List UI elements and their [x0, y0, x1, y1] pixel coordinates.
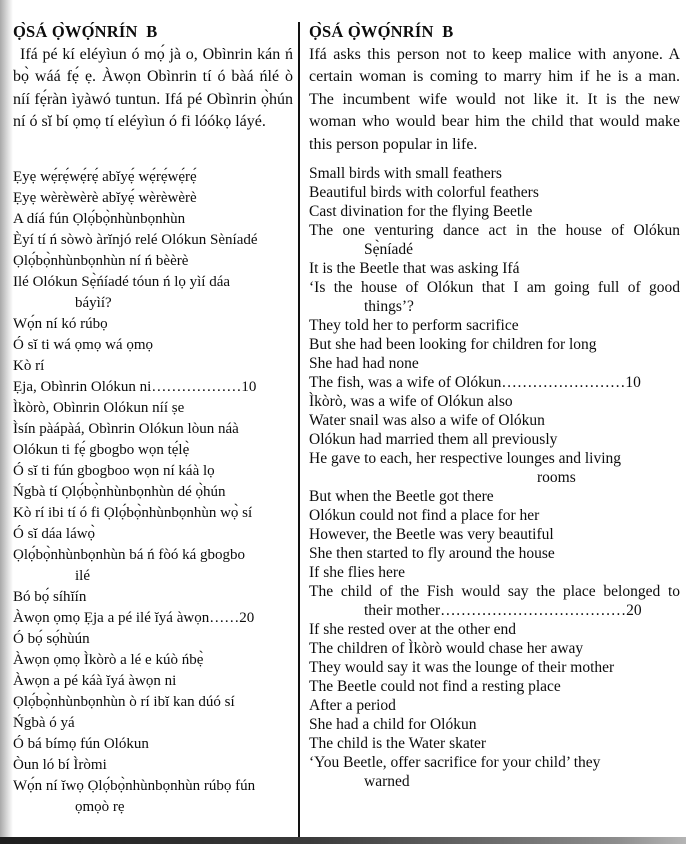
verse-line: things’?: [364, 298, 414, 316]
verse-line: The Beetle could not find a resting place: [309, 678, 561, 696]
verse-line: Cast divination for the flying Beetle: [309, 203, 533, 221]
verse-line: Ó bọ́ sọ́hùún: [13, 630, 90, 647]
verse-line: Òun ló bí Ìròmi: [13, 756, 107, 773]
verse-line: Àwọn ọmọ Ẹja a pé ilé ĭyá àwọn……20: [13, 609, 255, 626]
english-intro-paragraph: Ifá asks this person not to keep malice with anyone. A certain woman is coming to marry him if he is a man. The incumbent wife would not like it. It is the new woman who would bear him the child that would make this person popular in life.: [309, 46, 680, 153]
verse-line: The child of the Fish would say the place belonged to: [309, 583, 680, 601]
yoruba-column-header: Ọ̀SÁ Ọ̀WỌ́NRÍN B: [13, 22, 158, 41]
verse-line: Ẹyẹ wèrèwèrè abĭyẹ́ wèrèwèrè: [13, 189, 197, 206]
verse-line: Àwọn a pé káà ĭyá àwọn ni: [13, 672, 177, 689]
verse-line: After a period: [309, 697, 396, 715]
verse-line: Ọlọ́bọ̀nhùnbọnhùn bá ń fòó ká gbogbo: [13, 546, 246, 563]
verse-line: Olókun had married them all previously: [309, 431, 558, 449]
verse-line: They would say it was the lounge of their mother: [309, 659, 615, 677]
verse-line: Small birds with small feathers: [309, 165, 502, 183]
verse-line: ilé: [75, 567, 90, 584]
verse-line: She then started to fly around the house: [309, 545, 555, 563]
verse-line: Ńgbà tí Ọlọ́bọ̀nhùnbọnhùn dé ọ̀hún: [13, 483, 226, 500]
verse-line: They told her to perform sacrifice: [309, 317, 519, 335]
verse-line: The fish, was a wife of Olókun……………………10: [309, 374, 641, 392]
english-column: [309, 22, 680, 791]
verse-line: But when the Beetle got there: [309, 488, 494, 506]
verse-line: warned: [364, 773, 410, 791]
verse-line: The one venturing dance act in the house of Olókun: [309, 222, 680, 240]
verse-line: Olókun ti fẹ́ gbogbo wọn tẹ́lẹ̀: [13, 441, 190, 458]
verse-line: He gave to each, her respective lounges and living: [309, 450, 622, 468]
verse-line: Beautiful birds with colorful feathers: [309, 184, 539, 202]
verse-line: Wọ́n ní ĭwọ Ọlọ́bọ̀nhùnbọnhùn rúbọ fún: [13, 777, 256, 794]
yoruba-column: [13, 22, 293, 818]
verse-line: Ńgbà ó yá: [13, 714, 75, 731]
verse-line: If she flies here: [309, 564, 405, 582]
verse-line: Ẹja, Obìnrin Olókun ni………………10: [13, 378, 257, 395]
verse-line: The child is the Water skater: [309, 735, 487, 753]
scan-bottom-shadow: [0, 837, 686, 844]
scan-edge-shadow: [0, 0, 13, 844]
english-column-header: Ọ̀SÁ Ọ̀WỌ́NRÍN B: [309, 22, 454, 41]
verse-line: their mother………………………………20: [364, 602, 642, 620]
verse-line: rooms: [537, 469, 576, 487]
verse-line: It is the Beetle that was asking Ifá: [309, 260, 520, 278]
verse-line: Kò rí: [13, 357, 45, 374]
verse-line: However, the Beetle was very beautiful: [309, 526, 554, 544]
verse-line: If she rested over at the other end: [309, 621, 517, 639]
yoruba-verse-list: [13, 167, 293, 818]
verse-line: Water snail was also a wife of Olókun: [309, 412, 545, 430]
verse-line: Ìkòrò, was a wife of Olókun also: [309, 393, 513, 411]
verse-line: She had a child for Olókun: [309, 716, 477, 734]
verse-line: Ọlọ́bọ̀nhùnbọnhùn ní ń bèèrè: [13, 252, 189, 269]
english-verse-list: [309, 164, 680, 791]
verse-line: Ìkòrò, Obìnrin Olókun níí ṣe: [13, 399, 185, 416]
yoruba-intro-paragraph: Ifá pé kí eléyìun ó mọ́ jà o, Obìnrin kán ń bọ̀ wáá fẹ́ ẹ. Àwọn Obìnrin tí ó bàá ńlé ò níí fẹ́ràn ìyàwó tuntun. Ifá pé Obìnrin ọ̀hún ní ó sĭ bí ọmọ tí eléyìun ó fi lóókọ láyé.: [13, 46, 293, 131]
verse-line: Ó bá bímọ fún Olókun: [13, 735, 149, 752]
column-divider-rule: [298, 22, 300, 842]
verse-line: Ọlọ́bọ̀nhùnbọnhùn ò rí ibĭ kan dúó sí: [13, 693, 235, 710]
verse-line: Ẹyẹ wẹ́rẹ́wẹ́rẹ́ abĭyẹ́ wẹ́rẹ́wẹ́rẹ́: [13, 168, 197, 185]
verse-line: Ó sĭ ti fún gbogboo wọn ní káà lọ: [13, 462, 215, 479]
verse-line: Ilé Olókun Sẹ̀ńíadé tóun ń lọ yìí dáa: [13, 273, 231, 290]
verse-line: Kò rí ibi tí ó fi Ọlọ́bọ̀nhùnbọnhùn wọ̀ sí: [13, 504, 253, 521]
verse-line: A díá fún Ọlọ́bọ̀nhùnbọnhùn: [13, 210, 186, 227]
verse-line: báyìí?: [75, 294, 112, 311]
verse-line: ọmọò rẹ: [75, 798, 125, 815]
verse-line: Ó sĭ ti wá ọmọ wá ọmọ: [13, 336, 153, 353]
verse-line: But she had been looking for children for long: [309, 336, 597, 354]
verse-line: Ó sĭ dáa láwọ̀: [13, 525, 96, 542]
verse-line: Wọ́n ní kó rúbọ: [13, 315, 108, 332]
verse-line: Ìsín pàápàá, Obìnrin Olókun lòun náà: [13, 420, 239, 437]
verse-line: ‘You Beetle, offer sacrifice for your child’ they: [309, 754, 601, 772]
verse-line: ‘Is the house of Olókun that I am going full of good: [309, 279, 680, 297]
verse-line: Èyí tí ń sòwò àrĭnjó relé Olókun Sèníadé: [13, 231, 258, 248]
verse-line: Olókun could not find a place for her: [309, 507, 540, 525]
verse-line: Bó bọ́ síhĭín: [13, 588, 87, 605]
verse-line: Sẹ̀níadé: [364, 241, 414, 259]
verse-line: The children of Ìkòrò would chase her away: [309, 640, 584, 658]
verse-line: She had had none: [309, 355, 419, 373]
verse-line: Àwọn ọmọ Ìkòrò a lé e kúò ńbẹ̀: [13, 651, 204, 668]
